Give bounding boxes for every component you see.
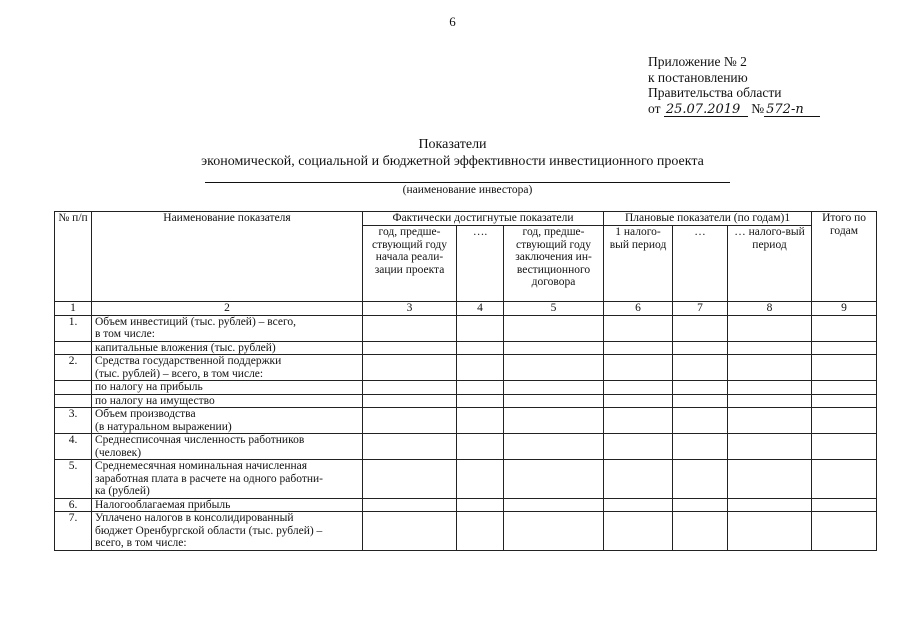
- table-row: [55, 355, 877, 381]
- indicators-table: [54, 211, 877, 551]
- indicator-name-line: Объем инвестиций (тыс. рублей) – всего,: [95, 315, 297, 328]
- indicator-name-line: всего, в том числе:: [95, 537, 187, 549]
- header-plan-dots: …: [673, 226, 728, 302]
- appendix-date-line: [648, 101, 820, 117]
- value-cell: [604, 512, 673, 551]
- value-cell: [604, 355, 673, 381]
- value-cell: [504, 498, 604, 512]
- value-cell: [363, 341, 457, 355]
- value-cell: [504, 434, 604, 460]
- column-number: 5: [504, 302, 604, 316]
- indicator-name-line: в том числе:: [95, 328, 155, 340]
- row-number: [55, 381, 92, 395]
- value-cell: [812, 460, 877, 499]
- value-cell: [604, 394, 673, 408]
- value-cell: [728, 315, 812, 341]
- appendix-block: [648, 54, 820, 117]
- indicator-name: [92, 355, 363, 381]
- indicator-name: [92, 408, 363, 434]
- value-cell: [457, 498, 504, 512]
- row-number: 4.: [55, 434, 92, 460]
- header-num: № п/п: [55, 212, 92, 302]
- value-cell: [604, 315, 673, 341]
- appendix-line-2: к постановлению: [648, 69, 748, 85]
- header-actual-contract-year: год, предше-ствующий году заключения ин-вестиционного договора: [504, 226, 604, 302]
- header-plan-first-period: 1 налого-вый период: [604, 226, 673, 302]
- indicator-name: [92, 460, 363, 499]
- value-cell: [728, 394, 812, 408]
- value-cell: [457, 460, 504, 499]
- indicator-name: [92, 498, 363, 512]
- indicator-name-line: по налогу на имущество: [95, 394, 215, 407]
- value-cell: [504, 355, 604, 381]
- header-plan-last-period: … налого-вый период: [728, 226, 812, 302]
- column-number: 9: [812, 302, 877, 316]
- value-cell: [363, 381, 457, 395]
- indicator-name-line: (тыс. рублей) – всего, в том числе:: [95, 367, 264, 380]
- value-cell: [728, 341, 812, 355]
- column-number: 4: [457, 302, 504, 316]
- table-row: [55, 512, 877, 551]
- column-number-row: [55, 302, 877, 316]
- value-cell: [812, 355, 877, 381]
- indicator-name-line: Уплачено налогов в консолидированный: [95, 512, 294, 524]
- value-cell: [812, 434, 877, 460]
- indicator-name-line: заработная плата в расчете на одного работни-: [95, 472, 324, 485]
- value-cell: [363, 460, 457, 499]
- header-row-1: [55, 212, 877, 226]
- appendix-line-3: Правительства области: [648, 85, 782, 100]
- handwritten-number: 572-п: [764, 103, 820, 117]
- document-subtitle: экономической, социальной и бюджетной эффективности инвестиционного проекта: [201, 154, 704, 169]
- value-cell: [728, 460, 812, 499]
- value-cell: [363, 355, 457, 381]
- indicator-name-line: Среднесписочная численность работников: [95, 434, 305, 446]
- indicator-name-line: Объем производства: [95, 408, 196, 420]
- table-row: [55, 460, 877, 499]
- value-cell: [673, 381, 728, 395]
- row-number: [55, 341, 92, 355]
- indicator-name-line: капитальные вложения (тыс. рублей): [95, 341, 276, 354]
- value-cell: [604, 408, 673, 434]
- handwritten-date: 25.07.2019: [664, 103, 748, 117]
- value-cell: [728, 408, 812, 434]
- column-number: 7: [673, 302, 728, 316]
- value-cell: [363, 394, 457, 408]
- indicator-name-line: по налогу на прибыль: [95, 381, 203, 393]
- investor-caption: (наименование инвестора): [402, 184, 533, 196]
- number-prefix: №: [751, 100, 765, 116]
- indicator-name: [92, 315, 363, 341]
- value-cell: [457, 315, 504, 341]
- value-cell: [504, 394, 604, 408]
- table-body: [55, 315, 877, 550]
- value-cell: [812, 381, 877, 395]
- indicator-name-line: бюджет Оренбургской области (тыс. рублей) –: [95, 524, 323, 537]
- value-cell: [457, 408, 504, 434]
- date-prefix: от: [648, 100, 661, 116]
- value-cell: [673, 512, 728, 551]
- header-planned-group: Плановые показатели (по годам)1: [604, 212, 812, 226]
- value-cell: [673, 315, 728, 341]
- value-cell: [673, 434, 728, 460]
- indicator-name: [92, 381, 363, 395]
- value-cell: [812, 394, 877, 408]
- value-cell: [363, 512, 457, 551]
- value-cell: [673, 498, 728, 512]
- value-cell: [604, 381, 673, 395]
- value-cell: [728, 381, 812, 395]
- table-row: [55, 498, 877, 512]
- value-cell: [457, 341, 504, 355]
- value-cell: [812, 408, 877, 434]
- value-cell: [504, 381, 604, 395]
- value-cell: [728, 355, 812, 381]
- indicator-name-line: ка (рублей): [95, 485, 150, 497]
- column-number: 2: [92, 302, 363, 316]
- value-cell: [673, 394, 728, 408]
- header-actual-prev-year: год, предше-ствующий году начала реали-зации проекта: [363, 226, 457, 302]
- value-cell: [673, 460, 728, 499]
- appendix-line-1: Приложение № 2: [648, 54, 747, 69]
- row-number: 5.: [55, 460, 92, 499]
- indicator-name-line: (человек): [95, 446, 142, 459]
- value-cell: [504, 460, 604, 499]
- document-title: Показатели: [418, 137, 487, 152]
- value-cell: [457, 512, 504, 551]
- column-number: 3: [363, 302, 457, 316]
- value-cell: [728, 498, 812, 512]
- value-cell: [728, 512, 812, 551]
- value-cell: [457, 434, 504, 460]
- value-cell: [363, 434, 457, 460]
- column-number: 6: [604, 302, 673, 316]
- row-number: 1.: [55, 315, 92, 341]
- indicator-name: [92, 434, 363, 460]
- indicator-name: [92, 394, 363, 408]
- value-cell: [673, 341, 728, 355]
- value-cell: [812, 341, 877, 355]
- value-cell: [673, 408, 728, 434]
- value-cell: [504, 408, 604, 434]
- indicator-name-line: (в натуральном выражении): [95, 420, 232, 433]
- page-number: 6: [449, 14, 456, 29]
- investor-name-line: [205, 182, 730, 183]
- value-cell: [457, 394, 504, 408]
- table-row: [55, 315, 877, 341]
- row-number: 7.: [55, 512, 92, 551]
- row-number: 6.: [55, 498, 92, 512]
- table-row: [55, 341, 877, 355]
- table-row: [55, 394, 877, 408]
- value-cell: [504, 315, 604, 341]
- value-cell: [604, 434, 673, 460]
- header-actual-group: Фактически достигнутые показатели: [363, 212, 604, 226]
- value-cell: [673, 355, 728, 381]
- value-cell: [504, 341, 604, 355]
- value-cell: [812, 315, 877, 341]
- value-cell: [363, 408, 457, 434]
- indicator-name-line: Средства государственной поддержки: [95, 355, 282, 367]
- table-row: [55, 381, 877, 395]
- table-row: [55, 408, 877, 434]
- indicator-name: [92, 512, 363, 551]
- row-number: 2.: [55, 355, 92, 381]
- row-number: [55, 394, 92, 408]
- header-name: Наименование показателя: [92, 212, 363, 302]
- header-total: Итого по годам: [812, 212, 877, 302]
- indicator-name-line: Среднемесячная номинальная начисленная: [95, 460, 308, 472]
- indicator-name-line: Налогооблагаемая прибыль: [95, 498, 231, 511]
- column-number: 1: [55, 302, 92, 316]
- value-cell: [604, 498, 673, 512]
- value-cell: [812, 498, 877, 512]
- value-cell: [604, 460, 673, 499]
- table-row: [55, 434, 877, 460]
- row-number: 3.: [55, 408, 92, 434]
- value-cell: [728, 434, 812, 460]
- column-number: 8: [728, 302, 812, 316]
- header-actual-dots: ….: [457, 226, 504, 302]
- value-cell: [363, 498, 457, 512]
- value-cell: [504, 512, 604, 551]
- value-cell: [812, 512, 877, 551]
- value-cell: [457, 355, 504, 381]
- value-cell: [363, 315, 457, 341]
- value-cell: [457, 381, 504, 395]
- value-cell: [604, 341, 673, 355]
- indicator-name: [92, 341, 363, 355]
